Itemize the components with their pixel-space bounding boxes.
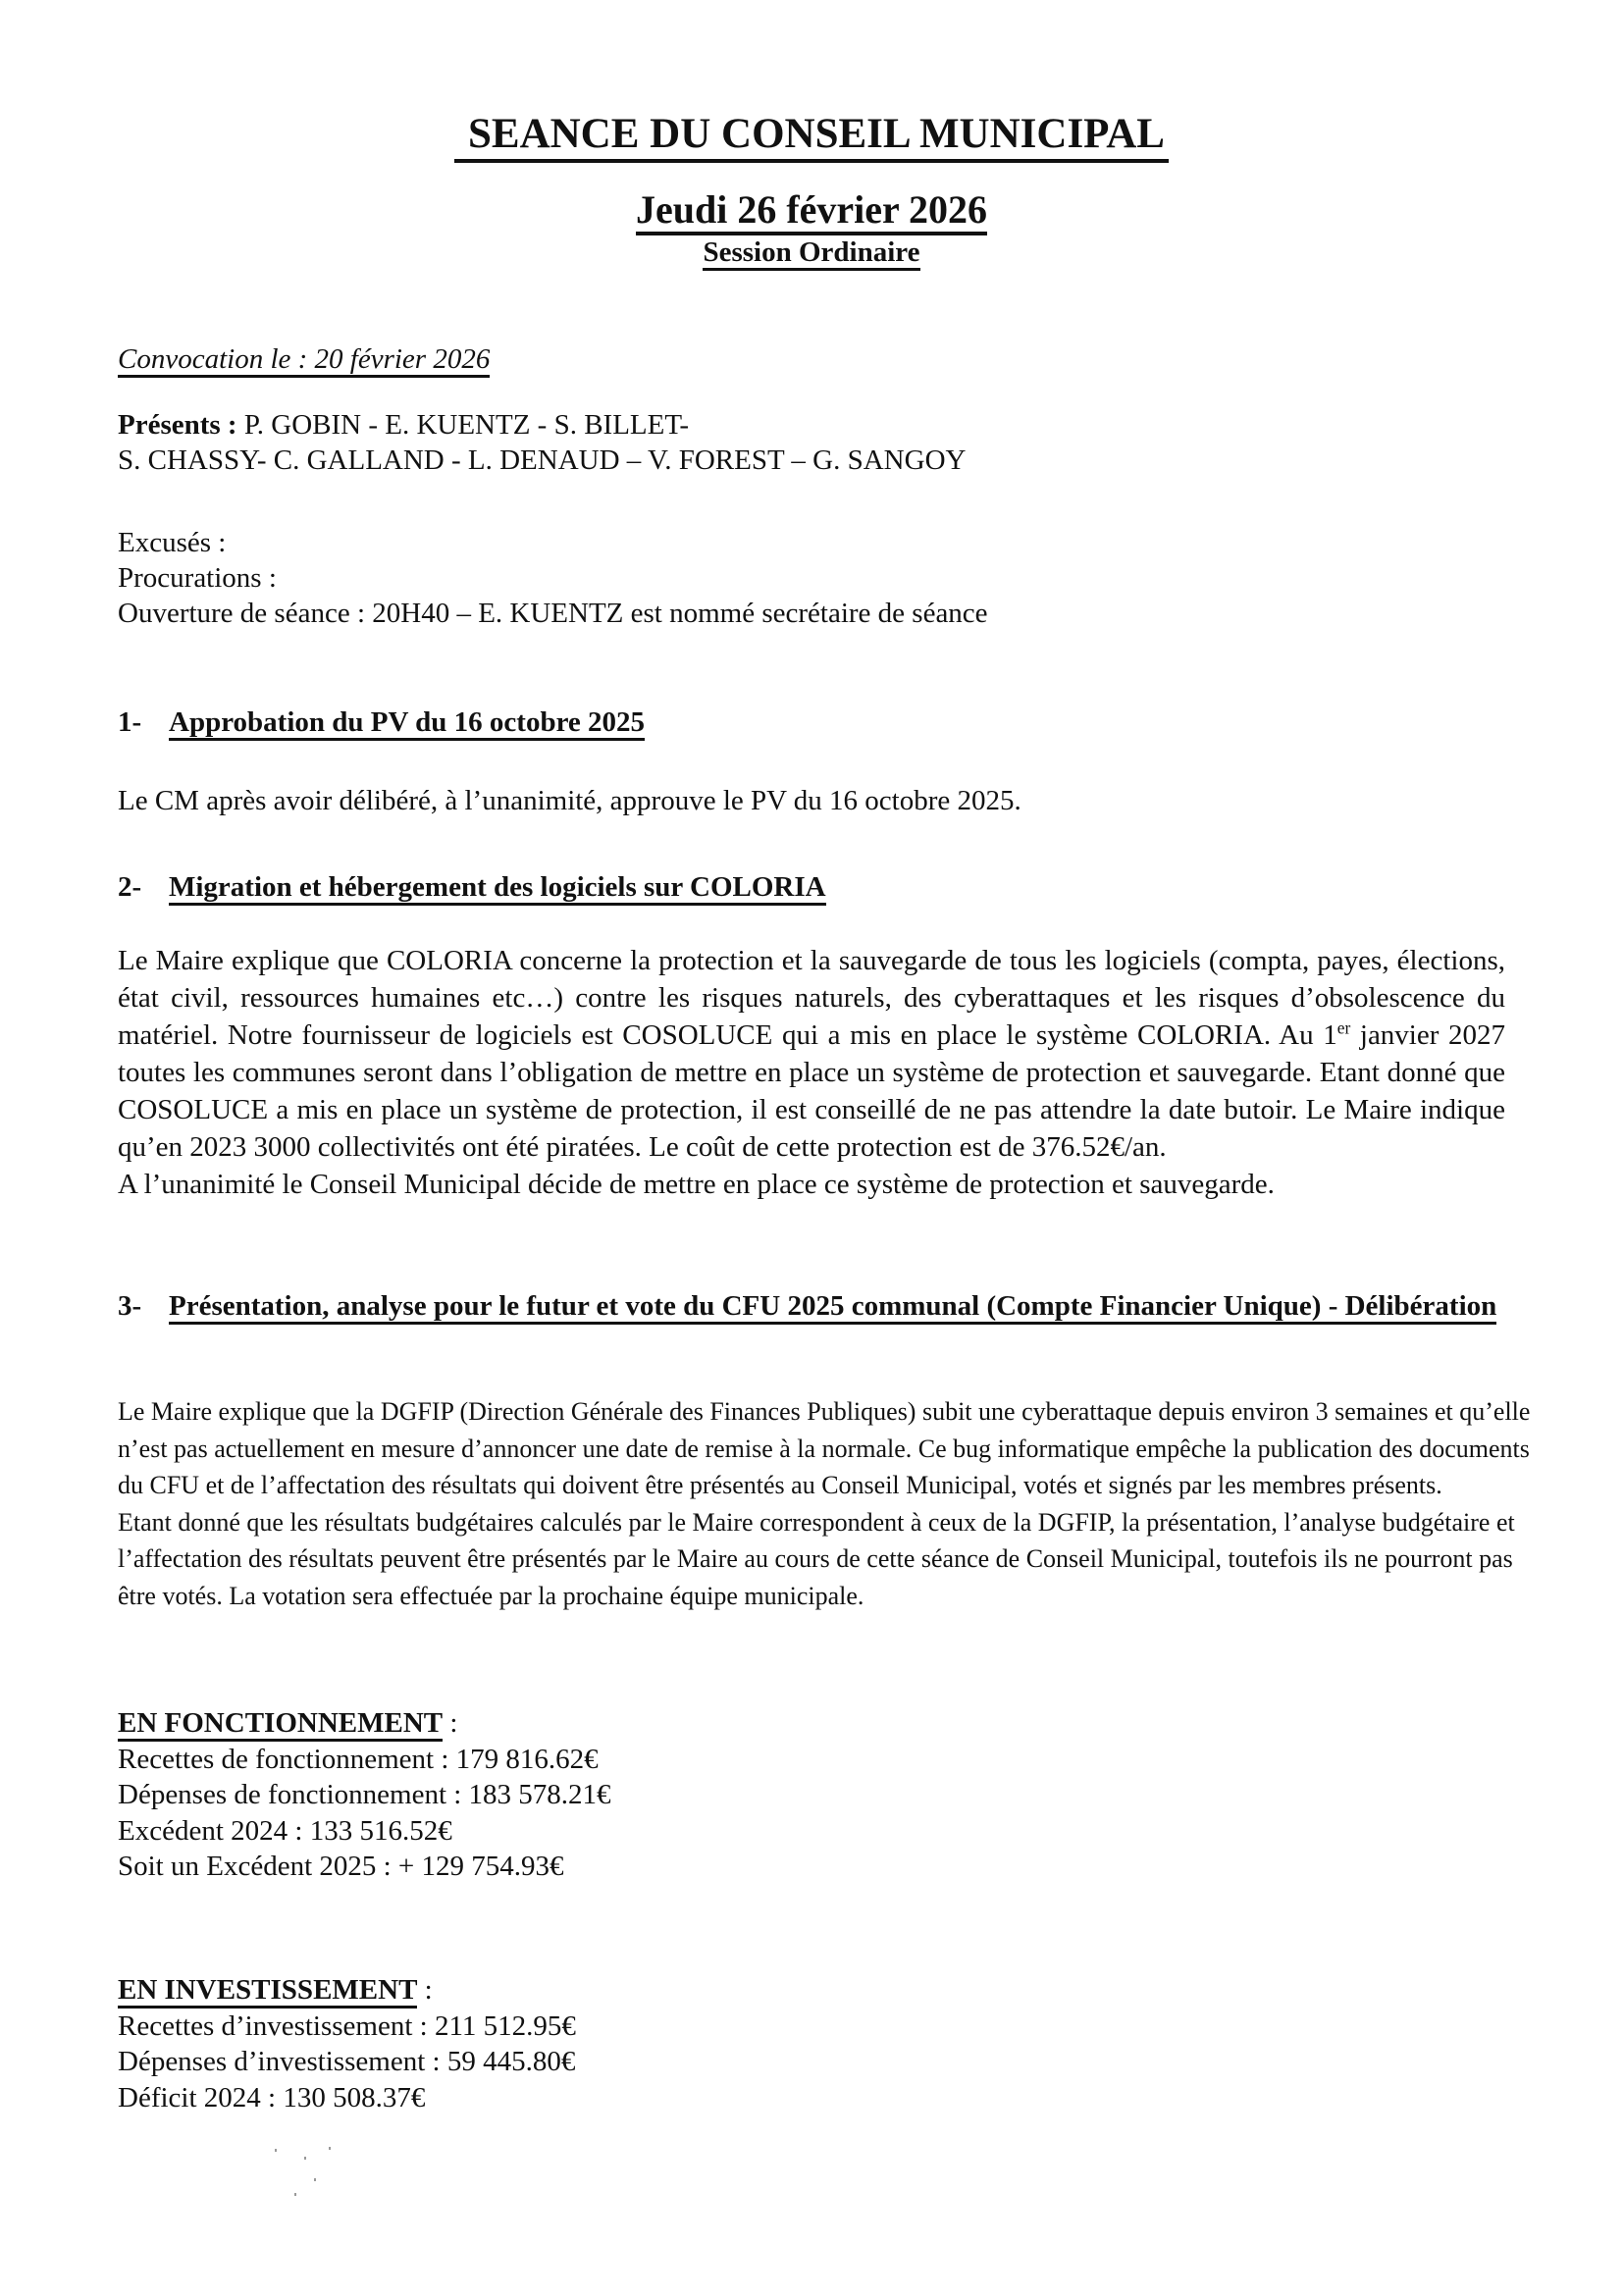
section-title: Migration et hébergement des logiciels sur COLORIA bbox=[169, 871, 826, 906]
opening-info: Ouverture de séance : 20H40 – E. KUENTZ est nommé secrétaire de séance bbox=[118, 598, 988, 629]
operating-heading: EN FONCTIONNEMENT : bbox=[118, 1705, 611, 1742]
section-number: 3- bbox=[118, 1290, 142, 1322]
session-type: Session Ordinaire bbox=[0, 236, 1623, 269]
investment-budget bbox=[118, 1972, 576, 2115]
proxies-label: Procurations : bbox=[118, 562, 277, 594]
meeting-date: Jeudi 26 février 2026 bbox=[0, 186, 1623, 233]
session-info bbox=[118, 525, 988, 631]
section-number: 2- bbox=[118, 871, 142, 903]
section-title: Présentation, analyse pour le futur et vote du CFU 2025 communal (Compte Financier Unique) - Délibération bbox=[169, 1290, 1496, 1325]
section-1-body: Le CM après avoir délibéré, à l’unanimité, approuve le PV du 16 octobre 2025. bbox=[118, 785, 1021, 816]
attendees-label: Présents : bbox=[118, 409, 237, 441]
operating-expenses: Dépenses de fonctionnement : 183 578.21€ bbox=[118, 1779, 611, 1810]
section-3-paragraph-1: Le Maire explique que la DGFIP (Direction Générale des Finances Publiques) subit une cyberattaque depuis environ 3 semaines et qu’elle n’est pas actuellement en mesure d’annoncer une date de remise à la normale. Ce bug informatique empêche la publication des documents du CFU et de l’affectation des résultats qui doivent être présentés au Conseil Municipal, votés et signés par les membres présents. bbox=[118, 1397, 1531, 1499]
surplus-2024: Excédent 2024 : 133 516.52€ bbox=[118, 1814, 452, 1847]
section-1-heading bbox=[118, 706, 645, 739]
section-2-decision: A l’unanimité le Conseil Municipal décide de mettre en place ce système de protection et sauvegarde. bbox=[118, 1169, 1275, 1200]
attendees bbox=[118, 407, 1511, 478]
investment-heading: EN INVESTISSEMENT : bbox=[118, 1972, 576, 2009]
operating-budget bbox=[118, 1705, 611, 1885]
operating-revenue: Recettes de fonctionnement : 179 816.62€ bbox=[118, 1743, 599, 1775]
section-3-body bbox=[118, 1393, 1550, 1614]
excused-label: Excusés : bbox=[118, 527, 227, 558]
section-title: Approbation du PV du 16 octobre 2025 bbox=[169, 706, 645, 741]
investment-revenue: Recettes d’investissement : 211 512.95€ bbox=[118, 2009, 576, 2042]
section-3-paragraph-2: Etant donné que les résultats budgétaires calculés par le Maire correspondent à ceux de la DGFIP, la présentation, l’analyse budgétaire et l’affectation des résultats peuvent être présentés par le Maire au cours de cette séance de Conseil Municipal, toutefois ils ne pourront pas être votés. La votation sera effectuée par la prochaine équipe municipale. bbox=[118, 1507, 1515, 1610]
investment-expenses: Dépenses d’investissement : 59 445.80€ bbox=[118, 2046, 576, 2077]
section-2-body bbox=[118, 942, 1505, 1203]
document-title: SEANCE DU CONSEIL MUNICIPAL bbox=[0, 110, 1623, 158]
convocation-date: Convocation le : 20 février 2026 bbox=[118, 343, 490, 376]
scan-noise bbox=[265, 2139, 402, 2218]
surplus-2025: Soit un Excédent 2025 : + 129 754.93€ bbox=[118, 1851, 564, 1882]
attendees-line-1: Présents : P. GOBIN - E. KUENTZ - S. BILLET- bbox=[118, 409, 690, 441]
section-2-paragraph: Le Maire explique que COLORIA concerne la protection et la sauvegarde de tous les logiciels (compta, payes, élections, état civil, ressources humaines etc…) contre les risques naturels, des cyberattaques et les risques d’obsolescence du matériel. Notre fournisseur de logiciels est COSOLUCE qui a mis en place le système COLORIA. Au 1er janvier 2027 toutes les communes seront dans l’obligation de mettre en place un système de protection et sauvegarde. Etant donné que COSOLUCE a mis en place un système de protection, il est conseillé de ne pas attendre la date butoir. Le Maire indique qu’en 2023 3000 collectivités ont été piratées. Le coût de cette protection est de 376.52€/an. bbox=[118, 945, 1506, 1163]
section-3-heading bbox=[118, 1288, 1541, 1324]
section-number: 1- bbox=[118, 706, 142, 738]
attendees-line-2: S. CHASSY- C. GALLAND - L. DENAUD – V. FOREST – G. SANGOY bbox=[118, 444, 967, 476]
section-2-heading bbox=[118, 871, 826, 904]
deficit-2024: Déficit 2024 : 130 508.37€ bbox=[118, 2081, 426, 2113]
